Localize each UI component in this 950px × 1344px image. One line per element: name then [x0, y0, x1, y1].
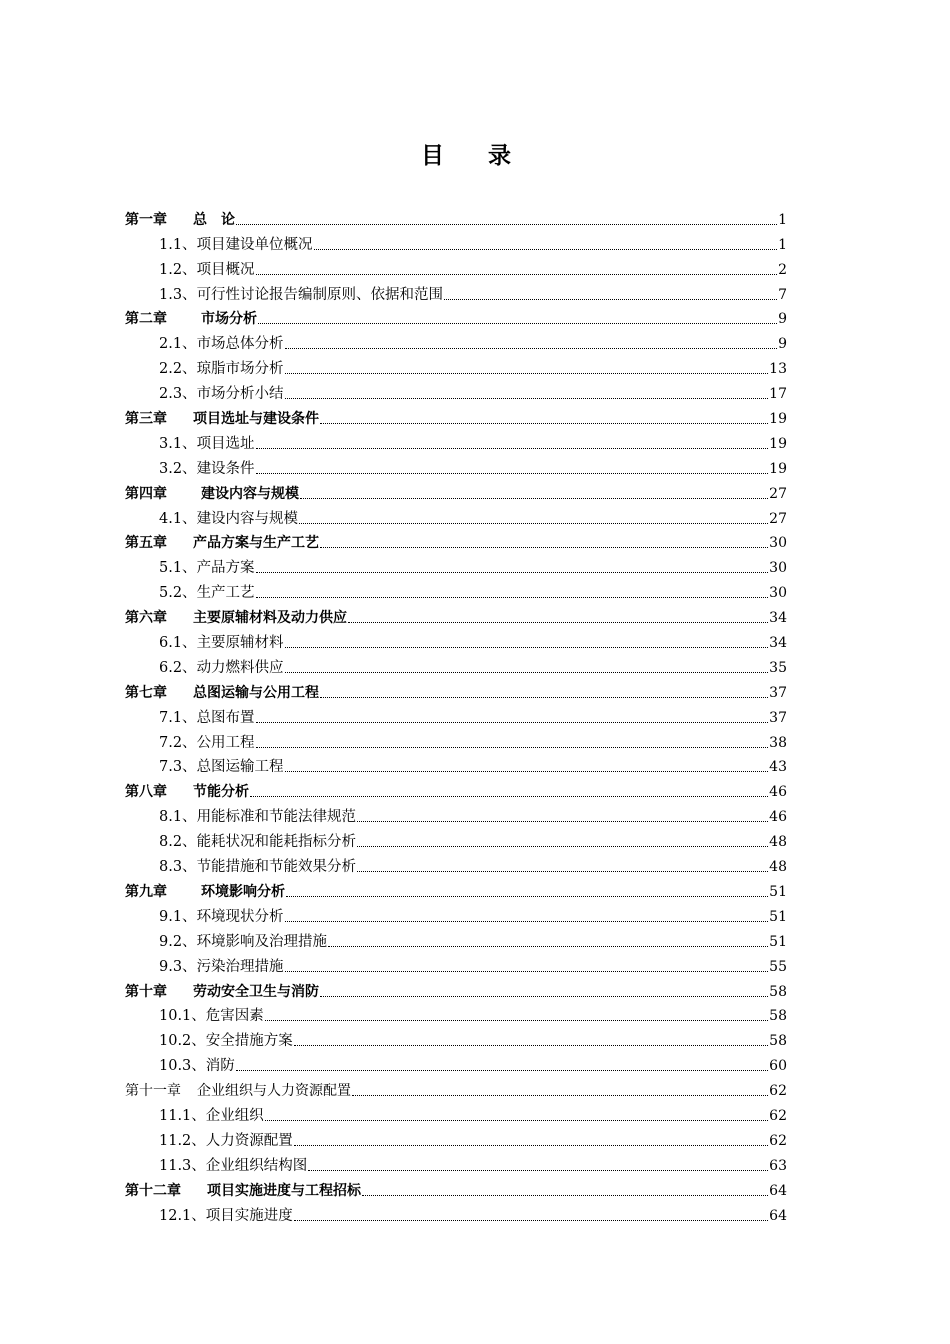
toc-dot-leader: [444, 299, 777, 300]
toc-entry-number: 第八章: [125, 784, 167, 801]
toc-page-number: 30: [769, 585, 787, 602]
toc-page-number: 58: [769, 1008, 787, 1025]
toc-dot-leader: [348, 622, 768, 623]
toc-dot-leader: [265, 1120, 768, 1121]
toc-entry-number: 1.2、: [159, 261, 197, 278]
toc-page-number: 38: [769, 734, 787, 751]
toc-entry-label: 建设内容与规模: [201, 485, 299, 502]
toc-section-entry[interactable]: [125, 231, 787, 256]
toc-entry-number: 8.3、: [159, 859, 197, 876]
toc-section-entry[interactable]: [125, 953, 787, 978]
toc-section-entry[interactable]: [125, 1152, 787, 1177]
toc-dot-leader: [285, 672, 769, 673]
toc-dot-leader: [300, 498, 768, 499]
toc-entry-label: 企业组织与人力资源配置: [197, 1083, 351, 1100]
toc-entry-label: 主要原辅材料: [196, 635, 284, 652]
toc-page-number: 48: [769, 859, 787, 876]
toc-page-number: 30: [769, 535, 787, 552]
toc-dot-leader: [285, 348, 778, 349]
toc-page-number: 63: [769, 1157, 787, 1174]
toc-entry-number: 第六章: [125, 610, 167, 627]
toc-entry-label: 产品方案: [196, 560, 255, 577]
toc-entry-label: 节能措施和节能效果分析: [196, 859, 357, 876]
toc-dot-leader: [294, 1045, 768, 1046]
toc-entry-label: 公用工程: [196, 734, 255, 751]
toc-dot-leader: [328, 946, 768, 947]
toc-entry-label: 市场总体分析: [196, 336, 284, 353]
toc-page-number: 2: [778, 261, 787, 278]
toc-entry-label: 建设内容与规模: [196, 510, 299, 527]
toc-page-number: 58: [769, 1033, 787, 1050]
toc-chapter-entry[interactable]: [125, 306, 787, 331]
toc-entry-label: 总图运输工程: [196, 759, 284, 776]
toc-chapter-entry[interactable]: [125, 978, 787, 1003]
toc-dot-leader: [299, 523, 768, 524]
toc-section-entry[interactable]: [125, 330, 787, 355]
toc-page-number: 19: [769, 460, 787, 477]
toc-dot-leader: [285, 647, 769, 648]
toc-entry-number: 第十一章: [125, 1083, 181, 1100]
toc-entry-label: 节能分析: [193, 784, 249, 801]
toc-section-entry[interactable]: [125, 1202, 787, 1227]
toc-section-entry[interactable]: [125, 430, 787, 455]
toc-page-number: 9: [778, 336, 787, 353]
toc-dot-leader: [308, 1170, 768, 1171]
toc-entry-number: 3.2、: [159, 460, 197, 477]
toc-page-number: 34: [769, 635, 787, 652]
toc-dot-leader: [256, 722, 769, 723]
toc-dot-leader: [320, 697, 768, 698]
toc-chapter-entry[interactable]: [125, 206, 787, 231]
toc-page-number: 51: [769, 933, 787, 950]
toc-entry-number: 6.1、: [159, 635, 197, 652]
toc-entry-number: 2.1、: [159, 336, 197, 353]
toc-page-number: 48: [769, 834, 787, 851]
toc-entry-label: 消防: [205, 1058, 235, 1075]
toc-entry-number: 7.2、: [159, 734, 197, 751]
toc-entry-number: 第一章: [125, 211, 167, 228]
toc-dot-leader: [357, 846, 768, 847]
toc-entry-label: 项目实施进度: [205, 1207, 293, 1224]
toc-entry-number: 5.2、: [159, 585, 197, 602]
toc-page-number: 34: [769, 610, 787, 627]
toc-entry-number: 第二章: [125, 311, 167, 328]
toc-entry-number: 第十二章: [125, 1182, 181, 1199]
toc-entry-label: 危害因素: [205, 1008, 264, 1025]
toc-page-number: 37: [769, 709, 787, 726]
toc-entry-number: 4.1、: [159, 510, 197, 527]
toc-page-number: 46: [769, 809, 787, 826]
toc-dot-leader: [286, 896, 768, 897]
toc-chapter-entry[interactable]: [125, 530, 787, 555]
toc-entry-number: 2.3、: [159, 386, 197, 403]
toc-section-entry[interactable]: [125, 455, 787, 480]
toc-section-entry[interactable]: [125, 281, 787, 306]
toc-section-entry[interactable]: [125, 1027, 787, 1052]
table-of-contents: [125, 206, 787, 1227]
toc-entry-number: 1.1、: [159, 236, 197, 253]
toc-entry-label: 企业组织: [205, 1107, 264, 1124]
toc-section-entry[interactable]: [125, 704, 787, 729]
toc-entry-label: 能耗状况和能耗指标分析: [196, 834, 357, 851]
toc-entry-label: 主要原辅材料及动力供应: [193, 610, 347, 627]
toc-entry-number: 第四章: [125, 485, 167, 502]
toc-chapter-entry[interactable]: [125, 405, 787, 430]
toc-dot-leader: [256, 597, 769, 598]
toc-chapter-entry[interactable]: [125, 778, 787, 803]
toc-dot-leader: [265, 1020, 768, 1021]
toc-entry-number: 6.2、: [159, 659, 197, 676]
toc-entry-number: 11.1、: [159, 1107, 206, 1124]
toc-entry-number: 9.1、: [159, 908, 197, 925]
toc-entry-number: 第七章: [125, 684, 167, 701]
toc-dot-leader: [250, 796, 768, 797]
toc-dot-leader: [258, 323, 777, 324]
toc-entry-label: 建设条件: [196, 460, 255, 477]
toc-page-number: 51: [769, 883, 787, 900]
toc-section-entry[interactable]: [125, 256, 787, 281]
toc-dot-leader: [285, 971, 769, 972]
toc-entry-number: 第五章: [125, 535, 167, 552]
toc-entry-number: 第十章: [125, 983, 167, 1000]
toc-page-number: 58: [769, 983, 787, 1000]
toc-dot-leader: [320, 423, 768, 424]
toc-page-number: 1: [778, 236, 787, 253]
toc-entry-number: 第九章: [125, 883, 167, 900]
toc-entry-label: 总 论: [193, 211, 235, 228]
toc-section-entry[interactable]: [125, 355, 787, 380]
toc-entry-label: 环境影响及治理措施: [196, 933, 328, 950]
toc-dot-leader: [285, 373, 769, 374]
toc-dot-leader: [357, 871, 768, 872]
toc-section-entry[interactable]: [125, 928, 787, 953]
toc-section-entry[interactable]: [125, 380, 787, 405]
toc-page-number: 62: [769, 1107, 787, 1124]
toc-dot-leader: [285, 398, 769, 399]
toc-section-entry[interactable]: [125, 1003, 787, 1028]
toc-entry-number: 12.1、: [159, 1207, 206, 1224]
toc-page-number: 35: [769, 659, 787, 676]
toc-page-number: 27: [769, 485, 787, 502]
toc-section-entry[interactable]: [125, 729, 787, 754]
toc-section-entry[interactable]: [125, 654, 787, 679]
toc-dot-leader: [314, 249, 778, 250]
toc-page-number: 55: [769, 958, 787, 975]
toc-page-number: 62: [769, 1132, 787, 1149]
toc-dot-leader: [352, 1095, 768, 1096]
toc-section-entry[interactable]: [125, 828, 787, 853]
toc-dot-leader: [320, 547, 768, 548]
toc-page-number: 43: [769, 759, 787, 776]
toc-entry-label: 劳动安全卫生与消防: [193, 983, 319, 1000]
toc-entry-number: 10.3、: [159, 1058, 206, 1075]
toc-entry-number: 11.2、: [159, 1132, 206, 1149]
toc-page-number: 19: [769, 411, 787, 428]
toc-entry-number: 第三章: [125, 411, 167, 428]
toc-entry-number: 3.1、: [159, 435, 197, 452]
toc-entry-number: 9.3、: [159, 958, 197, 975]
toc-section-entry[interactable]: [125, 554, 787, 579]
toc-entry-label: 污染治理措施: [196, 958, 284, 975]
toc-section-entry[interactable]: [125, 1102, 787, 1127]
toc-page-number: 27: [769, 510, 787, 527]
toc-entry-number: 10.1、: [159, 1008, 206, 1025]
toc-page-number: 19: [769, 435, 787, 452]
toc-dot-leader: [285, 921, 769, 922]
toc-section-entry[interactable]: [125, 629, 787, 654]
toc-page-number: 64: [769, 1207, 787, 1224]
toc-entry-label: 市场分析: [201, 311, 257, 328]
toc-entry-number: 7.3、: [159, 759, 197, 776]
toc-section-entry[interactable]: [125, 803, 787, 828]
toc-entry-number: 11.3、: [159, 1157, 206, 1174]
toc-section-entry[interactable]: [125, 1052, 787, 1077]
toc-entry-label: 环境影响分析: [201, 883, 285, 900]
toc-entry-label: 总图布置: [196, 709, 255, 726]
toc-entry-label: 项目选址: [196, 435, 255, 452]
toc-page-number: 1: [778, 211, 787, 228]
toc-entry-label: 安全措施方案: [205, 1033, 293, 1050]
toc-entry-number: 8.1、: [159, 809, 197, 826]
toc-entry-label: 人力资源配置: [205, 1132, 293, 1149]
toc-title: 目 录: [420, 143, 529, 169]
toc-section-entry[interactable]: [125, 505, 787, 530]
toc-entry-label: 项目选址与建设条件: [193, 411, 319, 428]
toc-entry-number: 10.2、: [159, 1033, 206, 1050]
toc-dot-leader: [256, 572, 769, 573]
toc-entry-label: 可行性讨论报告编制原则、依据和范围: [196, 286, 444, 303]
toc-chapter-entry[interactable]: [125, 1177, 787, 1202]
toc-entry-label: 动力燃料供应: [196, 659, 284, 676]
toc-dot-leader: [236, 1070, 768, 1071]
toc-entry-number: 2.2、: [159, 361, 197, 378]
toc-page-number: 46: [769, 784, 787, 801]
toc-dot-leader: [256, 747, 769, 748]
toc-section-entry[interactable]: [125, 903, 787, 928]
toc-page-number: 60: [769, 1058, 787, 1075]
toc-dot-leader: [357, 821, 768, 822]
toc-entry-number: 5.1、: [159, 560, 197, 577]
toc-dot-leader: [285, 771, 769, 772]
toc-entry-number: 9.2、: [159, 933, 197, 950]
toc-entry-label: 总图运输与公用工程: [193, 684, 319, 701]
toc-page-number: 64: [769, 1182, 787, 1199]
toc-entry-label: 项目建设单位概况: [196, 236, 313, 253]
toc-dot-leader: [294, 1220, 768, 1221]
toc-entry-label: 环境现状分析: [196, 908, 284, 925]
toc-entry-number: 7.1、: [159, 709, 197, 726]
toc-section-entry[interactable]: [125, 579, 787, 604]
toc-dot-leader: [256, 274, 778, 275]
toc-dot-leader: [294, 1145, 768, 1146]
toc-entry-label: 项目概况: [196, 261, 255, 278]
toc-page-number: 9: [778, 311, 787, 328]
toc-entry-label: 产品方案与生产工艺: [193, 535, 319, 552]
toc-chapter-entry[interactable]: [125, 679, 787, 704]
toc-dot-leader: [320, 996, 768, 997]
toc-entry-label: 项目实施进度与工程招标: [207, 1182, 361, 1199]
toc-chapter-entry[interactable]: [125, 878, 787, 903]
toc-page-number: 13: [769, 361, 787, 378]
toc-entry-number: 8.2、: [159, 834, 197, 851]
toc-chapter-entry[interactable]: [125, 604, 787, 629]
toc-entry-label: 生产工艺: [196, 585, 255, 602]
toc-page-number: 30: [769, 560, 787, 577]
toc-dot-leader: [362, 1195, 768, 1196]
toc-section-entry[interactable]: [125, 754, 787, 779]
toc-dot-leader: [236, 224, 777, 225]
toc-entry-label: 企业组织结构图: [205, 1157, 308, 1174]
toc-page-number: 17: [769, 386, 787, 403]
toc-chapter-entry[interactable]: [125, 1077, 787, 1102]
toc-page-number: 37: [769, 684, 787, 701]
toc-page-number: 51: [769, 908, 787, 925]
toc-section-entry[interactable]: [125, 1127, 787, 1152]
toc-entry-label: 琼脂市场分析: [196, 361, 284, 378]
toc-section-entry[interactable]: [125, 853, 787, 878]
toc-entry-number: 1.3、: [159, 286, 197, 303]
toc-dot-leader: [256, 448, 769, 449]
toc-page-number: 62: [769, 1083, 787, 1100]
toc-entry-label: 用能标准和节能法律规范: [196, 809, 357, 826]
toc-page-number: 7: [778, 286, 787, 303]
toc-chapter-entry[interactable]: [125, 480, 787, 505]
toc-entry-label: 市场分析小结: [196, 386, 284, 403]
toc-dot-leader: [256, 473, 769, 474]
